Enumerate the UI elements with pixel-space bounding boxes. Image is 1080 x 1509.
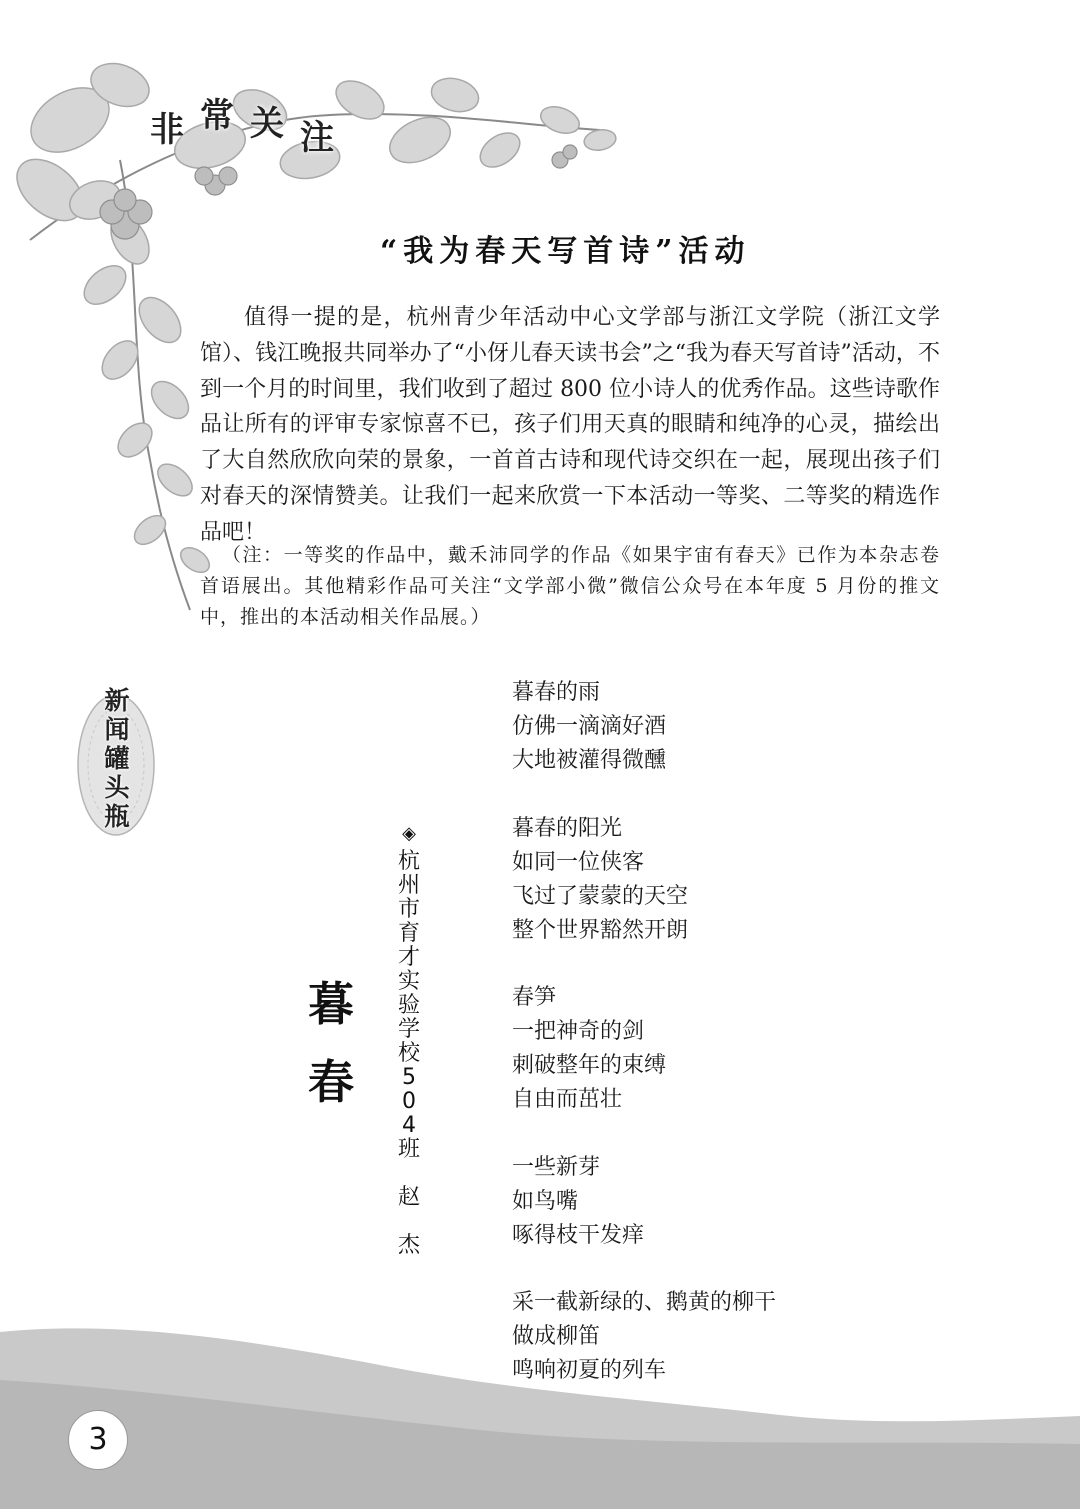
poem-body [512,676,912,1422]
author-char: 市 [397,897,420,922]
page-number: 3 [68,1410,128,1470]
poem-title: 暮春 [308,977,354,1109]
poem-line: 如同一位侠客 [512,849,645,875]
section-header [150,88,350,158]
footer-wave-decoration [0,1320,1080,1509]
header-char-1: 非 [150,110,184,150]
poem-line: 大地被灌得微醺 [512,748,667,773]
poem-line: 采一截新绿的、鹅黄的柳干 [512,1290,777,1315]
author-char: 实 [397,969,420,994]
article-title: “我为春天写首诗”活动 [380,234,751,269]
column-tag [76,680,156,850]
poem-line: 飞过了蒙蒙的天空 [512,883,689,909]
poem-stanza [512,981,912,1117]
poem-line: 暮春的阳光 [512,815,623,841]
poem-line: 做成柳笛 [512,1324,601,1349]
author-char: 4 [402,1113,416,1138]
author-name-char: 赵 [397,1185,420,1210]
author-char: 验 [397,993,420,1018]
author-char: 0 [402,1089,416,1114]
poem-line: 刺破整年的束缚 [512,1053,667,1078]
article-body: 值得一提的是，杭州青少年活动中心文学部与浙江文学院（浙江文学馆）、钱江晚报共同举办了“小伢儿春天读书会”之“我为春天写首诗”活动，不到一个月的时间里，我们收到了超过 800 位小诗人的优秀作品。这些诗歌作品让所有的评审专家惊喜不已，孩子们用天真的眼睛和纯净的心灵，描绘出了大自然欣欣向荣的景象，一首首古诗和现代诗交织在一起，展现出孩子们对春天的深情赞美。让我们一起来欣赏一下本活动一等奖、二等奖的精选作品吧！ [200,305,940,545]
author-char: 5 [402,1065,416,1090]
article-note: （注：一等奖的作品中，戴禾沛同学的作品《如果宇宙有春天》已作为本杂志卷首语展出。其他精彩作品可关注“文学部小微”微信公众号在本年度 5 月份的推文中，推出的本活动相关作品展。） [200,544,940,628]
poem-line: 鸣响初夏的列车 [512,1358,667,1383]
author-char: 班 [397,1137,420,1162]
poem-line: 如鸟嘴 [512,1188,579,1214]
poem-line: 仿佛一滴滴好酒 [512,714,667,739]
poem-author [394,822,424,1258]
column-tag-text: 新闻罐头瓶 [104,686,130,831]
header-char-4: 注 [300,118,334,158]
author-char: 育 [397,921,420,946]
poem-line: 春笋 [512,985,557,1010]
poem-stanza [512,676,912,778]
poem-line: 暮春的雨 [512,680,601,705]
poem-stanza [512,812,912,948]
author-char: 才 [397,945,420,970]
author-char: 州 [397,873,420,898]
header-char-3: 关 [250,104,284,144]
header-char-2: 常 [200,96,234,136]
author-char: 学 [397,1017,420,1042]
author-mark-icon: ◈ [402,823,416,844]
poem-stanza [512,1151,912,1253]
poem-line: 啄得枝干发痒 [512,1222,645,1248]
poem-line: 自由而茁壮 [512,1087,623,1112]
poem-line: 整个世界豁然开朗 [512,917,689,943]
poem-line: 一些新芽 [512,1154,601,1180]
author-name-char: 杰 [397,1233,420,1258]
author-char: 杭 [397,849,420,874]
author-school-class [394,850,424,1162]
poem-line: 一把神奇的剑 [512,1019,645,1044]
author-char: 校 [397,1041,420,1066]
